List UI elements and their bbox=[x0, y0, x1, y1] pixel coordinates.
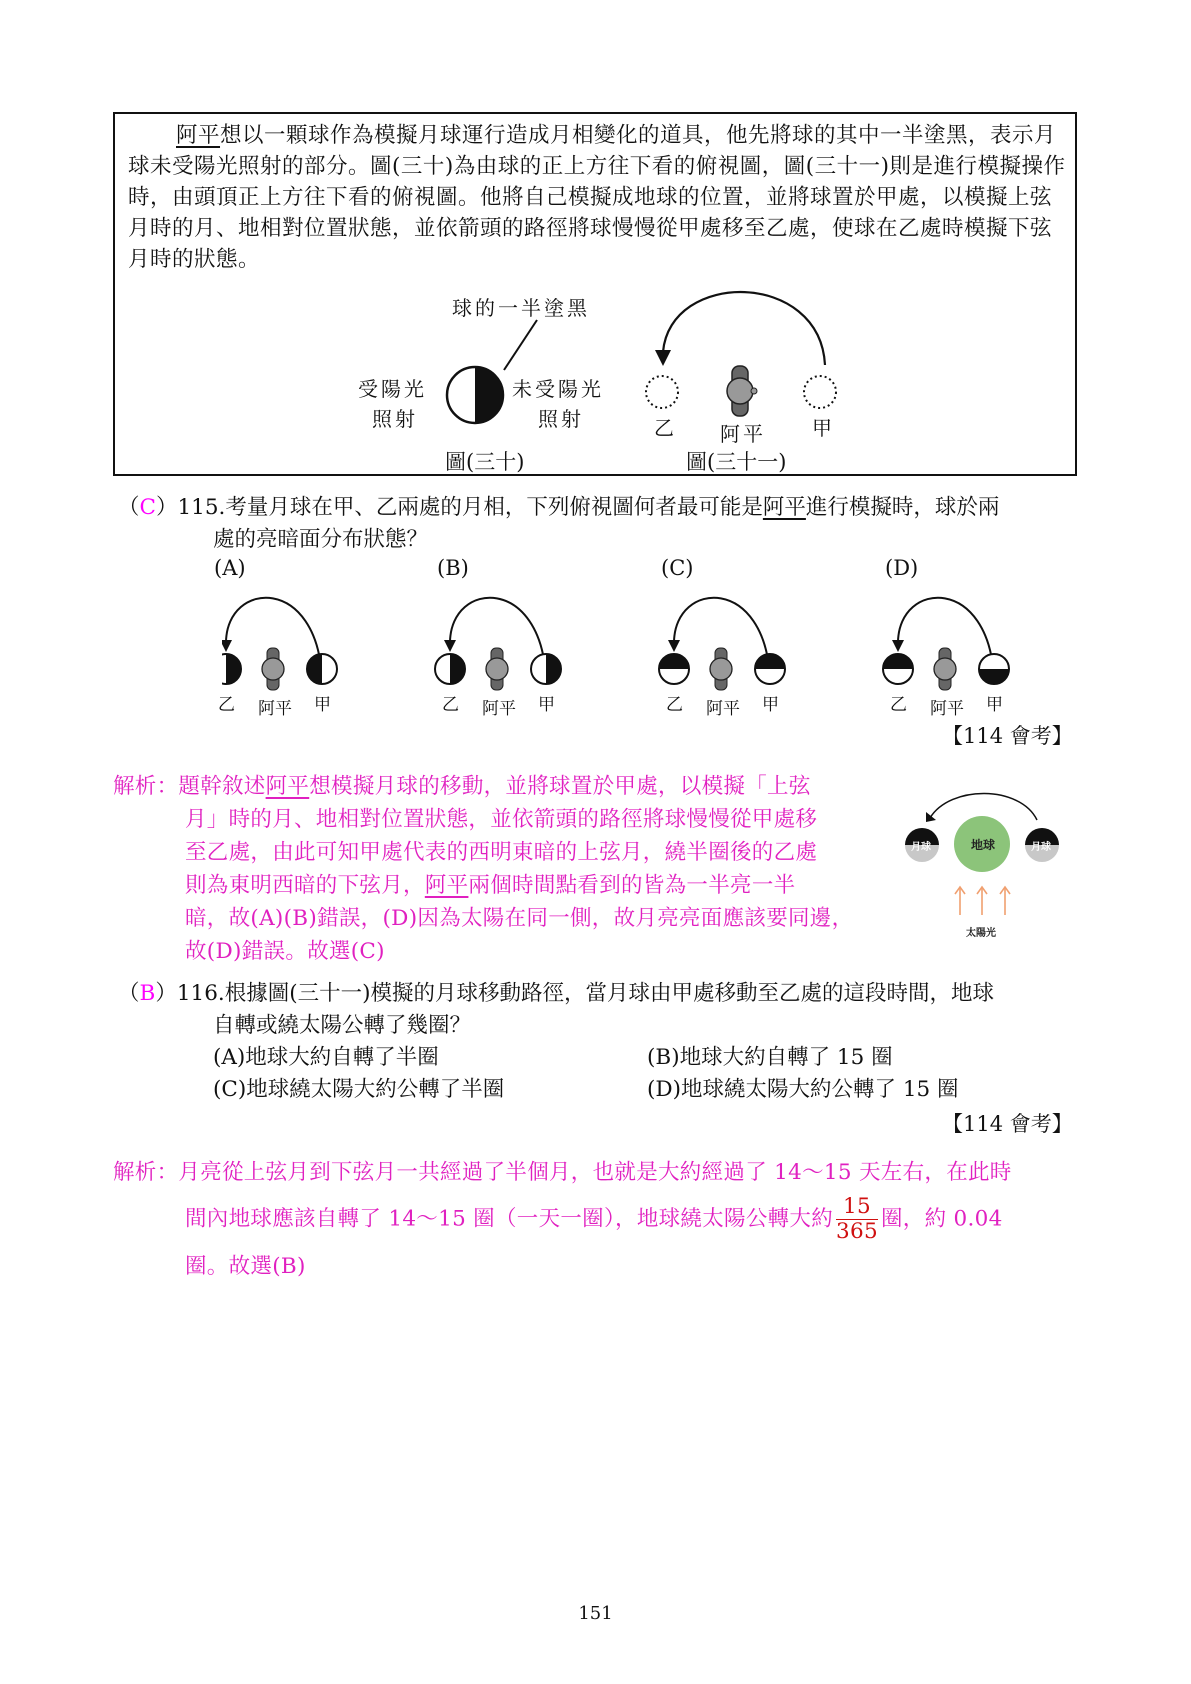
q116-answer: B bbox=[139, 981, 156, 1006]
fig31-label-yi: 乙 bbox=[654, 416, 677, 440]
q116-source: 【114 會考】 bbox=[942, 1112, 1073, 1136]
option-b-diagram bbox=[435, 598, 561, 690]
q115-options-diagrams bbox=[222, 580, 1102, 720]
sunlight-label: 太陽光 bbox=[966, 928, 996, 939]
q116-option-a: (A)地球大約自轉了半圈 bbox=[213, 1045, 439, 1070]
moon-label-left: 月球 bbox=[911, 842, 931, 853]
q116-option-d: (D)地球繞太陽大約公轉了 15 圈 bbox=[647, 1077, 959, 1102]
fig31-label-person: 阿平 bbox=[720, 422, 766, 446]
q116-stem: （B）116.根據圖(三十一)模擬的月球移動路徑，當月球由甲處移動至乙處的這段時間，地球 bbox=[118, 981, 994, 1006]
q116-option-b: (B)地球大約自轉了 15 圈 bbox=[647, 1045, 893, 1070]
q115-stem: （C）115.考量月球在甲、乙兩處的月相，下列俯視圖何者最可能是阿平進行模擬時，球於兩 bbox=[118, 495, 1000, 520]
context-paragraph: 阿平想以一顆球作為模擬月球運行造成月相變化的道具，他先將球的其中一半塗黑，表示月球未受陽光照射的部分。圖(三十)為由球的正上方往下看的俯視圖，圖(三十一)則是進行模擬操作時，由頭頂正上方往下看的俯視圖。他將自己模擬成地球的位置，並將球置於甲處，以模擬上弦月時的月、地相對位置狀態，並依箭頭的路徑將球慢慢從甲處移至乙處，使球在乙處時模擬下弦月時的狀態。 bbox=[128, 123, 1066, 272]
q115-option-a-label: (A) bbox=[214, 556, 246, 580]
fig30-lit-label: 受陽光 bbox=[358, 377, 427, 401]
fraction: $\frac{15}{365}$ bbox=[836, 1194, 878, 1244]
q115-source: 【114 會考】 bbox=[942, 724, 1073, 748]
option-d-diagram bbox=[883, 598, 1009, 690]
q116-stem-2: 自轉或繞太陽公轉了幾圈？ bbox=[213, 1013, 472, 1038]
q116-explanation: 解析：月亮從上弦月到下弦月一共經過了半個月，也就是大約經過了 14～15 天左右，在此時 間內地球應該自轉了 14～15 圈（一天一圈），地球繞太陽公轉大約 $\frac{15}{365}$ 圈，約 0.04 圈。故選(B) bbox=[113, 1160, 1012, 1279]
page-number: 151 bbox=[578, 1603, 613, 1624]
q115-option-b-label: (B) bbox=[437, 556, 469, 580]
q115-explanation: 解析：題幹敘述阿平想模擬月球的移動，並將球置於甲處，以模擬「上弦 月」時的月、地相對位置狀態，並依箭頭的路徑將球慢慢從甲處移 至乙處，由此可知甲處代表的西明東暗的上弦月，繞半圈後的乙處 則為東明西暗的下弦月，阿平兩個時間點看到的皆為一半亮一半 暗，故(A)(B)錯誤，(D)因為太陽在同一側，故月亮亮面應該要同邊， 故(D)錯誤。故選(C) bbox=[113, 774, 854, 964]
fig30-unlit-label-2: 照射 bbox=[538, 407, 584, 431]
q115-option-c-label: (C) bbox=[661, 556, 694, 580]
earth-label: 地球 bbox=[971, 838, 996, 852]
name-underlined: 阿平 bbox=[176, 123, 221, 148]
option-c-diagram bbox=[659, 598, 785, 690]
fig30-caption: 圖(三十) bbox=[445, 450, 525, 474]
moon-label-right: 月球 bbox=[1031, 842, 1051, 853]
q116-option-c: (C)地球繞太陽大約公轉了半圈 bbox=[213, 1077, 505, 1102]
fig31-label-jia: 甲 bbox=[812, 416, 835, 440]
sunlight-arrows-icon bbox=[955, 887, 1010, 915]
fig30-lit-label-2: 照射 bbox=[372, 407, 418, 431]
fig31-caption: 圖(三十一) bbox=[686, 450, 787, 474]
q115-option-d-label: (D) bbox=[885, 556, 919, 580]
q115-answer: C bbox=[139, 495, 156, 520]
option-a-diagram bbox=[222, 598, 337, 690]
fig30-pointer-label: 球的一半塗黑 bbox=[452, 296, 590, 320]
fig30-unlit-label: 未受陽光 bbox=[512, 377, 604, 401]
q115-stem-2: 處的亮暗面分布狀態？ bbox=[213, 527, 429, 552]
